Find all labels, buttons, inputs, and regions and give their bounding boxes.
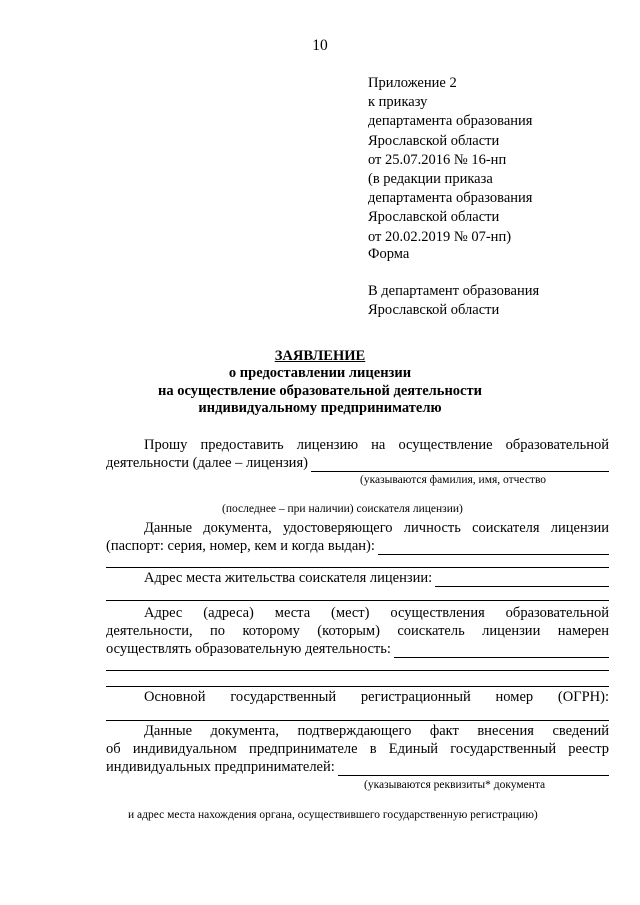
appendix-header: [368, 74, 532, 247]
title-line: ЗАЯВЛЕНИЕ: [274, 348, 366, 364]
activity-address-continuation[interactable]: [106, 670, 609, 671]
document-title: [0, 348, 640, 418]
appendix-line: департамента образования: [368, 190, 533, 207]
registry-doc-row: [106, 758, 609, 776]
addressee-block: [368, 282, 539, 320]
paragraph-line: Данные документа, удостоверяющего личность соискателя лицензии: [144, 520, 609, 536]
appendix-line: Ярославской области: [368, 132, 500, 149]
paragraph-line: Адрес (адреса) места (мест) осуществления образовательной: [144, 605, 609, 621]
field-caption: (последнее – при наличии) соискателя лицензии): [222, 503, 463, 515]
paragraph-line: Основной государственный регистрационный номер (ОГРН):: [144, 689, 609, 705]
appendix-line: Приложение 2: [368, 75, 457, 91]
form-label: Форма: [368, 246, 410, 262]
residence-address-field[interactable]: [435, 573, 609, 587]
residence-row: [106, 569, 609, 587]
ogrn-field[interactable]: [106, 720, 609, 721]
field-caption: и адрес места нахождения органа, осуществившего государственную регистрацию): [128, 809, 538, 821]
addressee-line: Ярославской области: [368, 302, 500, 318]
field-label: (паспорт: серия, номер, кем и когда выдан):: [106, 538, 375, 554]
activity-address-field[interactable]: [394, 644, 609, 658]
title-line: о предоставлении лицензии: [228, 365, 412, 382]
activity-address-row: [106, 640, 609, 658]
paragraph-line: об индивидуальном предпринимателе в Единый государственный реестр: [106, 741, 609, 757]
paragraph-line: Данные документа, подтверждающего факт внесения сведений: [144, 723, 609, 739]
appendix-line: департамента образования: [368, 113, 533, 130]
appendix-line: к приказу: [368, 94, 428, 111]
appendix-line: от 20.02.2019 № 07-нп): [368, 228, 512, 245]
field-label: индивидуальных предпринимателей:: [106, 759, 335, 775]
field-label: Адрес места жительства соискателя лицензии:: [144, 570, 433, 586]
appendix-line: Ярославской области: [368, 209, 500, 226]
applicant-name-row: [106, 454, 609, 472]
field-caption: (указываются фамилия, имя, отчество: [360, 474, 547, 486]
page-number: 10: [312, 37, 328, 54]
field-caption: (указываются реквизиты* документа: [364, 779, 546, 791]
paragraph-line: деятельности, по которому (которым) соискатель лицензии намерен: [106, 623, 609, 639]
appendix-line: (в редакции приказа: [368, 171, 493, 188]
field-label: деятельности (далее – лицензия): [106, 455, 308, 471]
passport-row: [106, 537, 609, 555]
field-label: осуществлять образовательную деятельность:: [106, 641, 391, 657]
paragraph-line: Прошу предоставить лицензию на осуществление образовательной: [144, 437, 609, 453]
appendix-line: от 25.07.2016 № 16-нп: [368, 151, 507, 168]
passport-field[interactable]: [378, 541, 609, 555]
title-line: на осуществление образовательной деятельности: [158, 382, 482, 399]
registry-document-field[interactable]: [338, 762, 609, 776]
residence-address-continuation[interactable]: [106, 600, 609, 601]
addressee-line: В департамент образования: [368, 283, 540, 299]
passport-field-continuation[interactable]: [106, 567, 609, 568]
title-line: индивидуальному предпринимателю: [198, 400, 442, 417]
activity-address-continuation[interactable]: [106, 686, 609, 687]
applicant-name-field[interactable]: [311, 458, 609, 472]
